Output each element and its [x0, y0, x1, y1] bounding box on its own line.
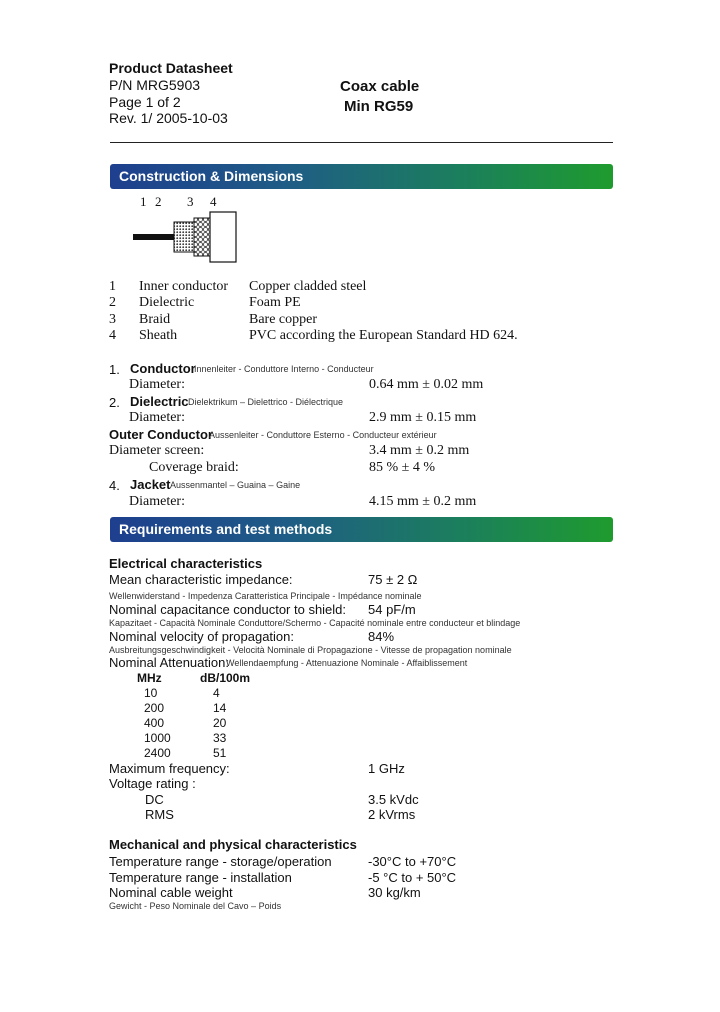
table-row-3-mhz: 400	[144, 716, 165, 730]
layer-name-2: Dielectric	[139, 295, 195, 310]
header-divider	[110, 142, 613, 143]
table-row-4-db: 33	[213, 731, 227, 745]
attenuation-translations: Wellendaempfung - Attenuazione Nominale - Affaiblissement	[226, 658, 468, 668]
table-row-5-mhz: 2400	[144, 746, 171, 760]
table-row-1-db: 4	[213, 686, 220, 700]
cable-cross-section-diagram	[128, 192, 248, 264]
screen-diameter-value: 3.4 mm ± 0.2 mm	[369, 443, 470, 458]
doc-type: Product Datasheet	[109, 60, 233, 76]
requirements-section-title: Requirements and test methods	[119, 521, 333, 537]
revision: Rev. 1/ 2005-10-03	[109, 110, 228, 126]
layer-name-3: Braid	[139, 312, 171, 327]
sheath-shape	[210, 212, 236, 262]
capacitance-translations: Kapazitaet - Capacità Nominale Conduttore/Schermo - Capacité nominale entre conducteur et blindage	[109, 618, 521, 628]
table-header-db: dB/100m	[200, 671, 251, 685]
braid-shape	[194, 218, 210, 256]
table-row-2-mhz: 200	[144, 701, 165, 715]
capacitance-label: Nominal capacitance conductor to shield:	[109, 602, 347, 617]
temp-install-label: Temperature range - installation	[109, 870, 292, 885]
velocity-value: 84%	[368, 629, 395, 644]
attenuation-label: Nominal Attenuation:	[109, 655, 229, 670]
mechanical-title: Mechanical and physical characteristics	[109, 837, 357, 852]
part-number: P/N MRG5903	[109, 77, 201, 93]
requirements-section-bar	[110, 517, 613, 542]
dc-value: 3.5 kVdc	[368, 792, 419, 807]
dielectric-title: Dielectric	[130, 394, 189, 409]
diagram-label-3: 3	[187, 194, 194, 209]
velocity-translations: Ausbreitungsgeschwindigkeit - Velocità Nominale di Propagazione - Vitesse de propagation nominale	[109, 645, 512, 655]
max-frequency-value: 1 GHz	[368, 761, 405, 776]
jacket-num: 4.	[109, 478, 120, 493]
table-row-3-db: 20	[213, 716, 227, 730]
jacket-diameter-value: 4.15 mm ± 0.2 mm	[369, 494, 477, 509]
impedance-translations: Wellenwiderstand - Impedenza Caratteristica Principale - Impédance nominale	[109, 591, 422, 601]
table-row-2-db: 14	[213, 701, 227, 715]
layer-name-4: Sheath	[139, 328, 178, 343]
product-line1: Coax cable	[340, 78, 420, 95]
layer-num-3: 3	[109, 312, 116, 327]
jacket-title: Jacket	[130, 477, 171, 492]
layer-material-2: Foam PE	[249, 295, 301, 310]
dc-label: DC	[145, 792, 164, 807]
conductor-diameter-label: Diameter:	[129, 377, 185, 392]
temp-storage-value: -30°C to +70°C	[368, 854, 457, 869]
electrical-title: Electrical characteristics	[109, 556, 263, 571]
layer-name-1: Inner conductor	[139, 279, 229, 294]
layer-material-3: Bare copper	[249, 312, 318, 327]
layer-num-1: 1	[109, 279, 116, 294]
velocity-label: Nominal velocity of propagation:	[109, 629, 294, 644]
layer-material-1: Copper cladded steel	[249, 279, 367, 294]
screen-diameter-label: Diameter screen:	[109, 443, 205, 458]
coverage-braid-value: 85 % ± 4 %	[369, 460, 436, 475]
temp-storage-label: Temperature range - storage/operation	[109, 854, 332, 869]
construction-section-title: Construction & Dimensions	[119, 168, 304, 184]
dielectric-shape	[174, 222, 194, 252]
dielectric-translations: Dielektrikum – Dielettrico - Diélectrique	[188, 397, 344, 407]
inner-conductor-shape	[133, 234, 174, 240]
dielectric-num: 2.	[109, 395, 120, 410]
coverage-braid-label: Coverage braid:	[149, 460, 239, 475]
diagram-label-1: 1	[140, 194, 147, 209]
impedance-value: 75 ± 2 Ω	[368, 572, 418, 587]
conductor-num: 1.	[109, 362, 120, 377]
conductor-translations: Innenleiter - Conduttore Interno - Conducteur	[194, 364, 374, 374]
conductor-title: Conductor	[130, 361, 196, 376]
rms-value: 2 kVrms	[368, 807, 416, 822]
rms-label: RMS	[145, 807, 174, 822]
dielectric-diameter-label: Diameter:	[129, 410, 185, 425]
dielectric-diameter-value: 2.9 mm ± 0.15 mm	[369, 410, 477, 425]
layer-num-4: 4	[109, 328, 116, 343]
table-row-1-mhz: 10	[144, 686, 158, 700]
layer-material-4: PVC according the European Standard HD 624.	[249, 328, 518, 343]
max-frequency-label: Maximum frequency:	[109, 761, 230, 776]
table-header-mhz: MHz	[137, 671, 162, 685]
jacket-translations: Aussenmantel – Guaina – Gaine	[170, 480, 301, 490]
outer-conductor-title: Outer Conductor	[109, 427, 213, 442]
construction-section-bar	[110, 164, 613, 189]
voltage-rating-label: Voltage rating :	[109, 776, 196, 791]
table-row-5-db: 51	[213, 746, 227, 760]
capacitance-value: 54 pF/m	[368, 602, 416, 617]
impedance-label: Mean characteristic impedance:	[109, 572, 293, 587]
table-row-4-mhz: 1000	[144, 731, 171, 745]
weight-label: Nominal cable weight	[109, 885, 233, 900]
conductor-diameter-value: 0.64 mm ± 0.02 mm	[369, 377, 484, 392]
weight-value: 30 kg/km	[368, 885, 421, 900]
diagram-label-2: 2	[155, 194, 162, 209]
outer-conductor-translations: Aussenleiter - Conduttore Esterno - Conducteur extérieur	[209, 430, 437, 440]
layer-num-2: 2	[109, 295, 116, 310]
jacket-diameter-label: Diameter:	[129, 494, 185, 509]
product-line2: Min RG59	[344, 98, 414, 115]
weight-translations: Gewicht - Peso Nominale del Cavo – Poids	[109, 901, 282, 911]
diagram-label-4: 4	[210, 194, 217, 209]
temp-install-value: -5 °C to + 50°C	[368, 870, 457, 885]
page-number: Page 1 of 2	[109, 94, 181, 110]
